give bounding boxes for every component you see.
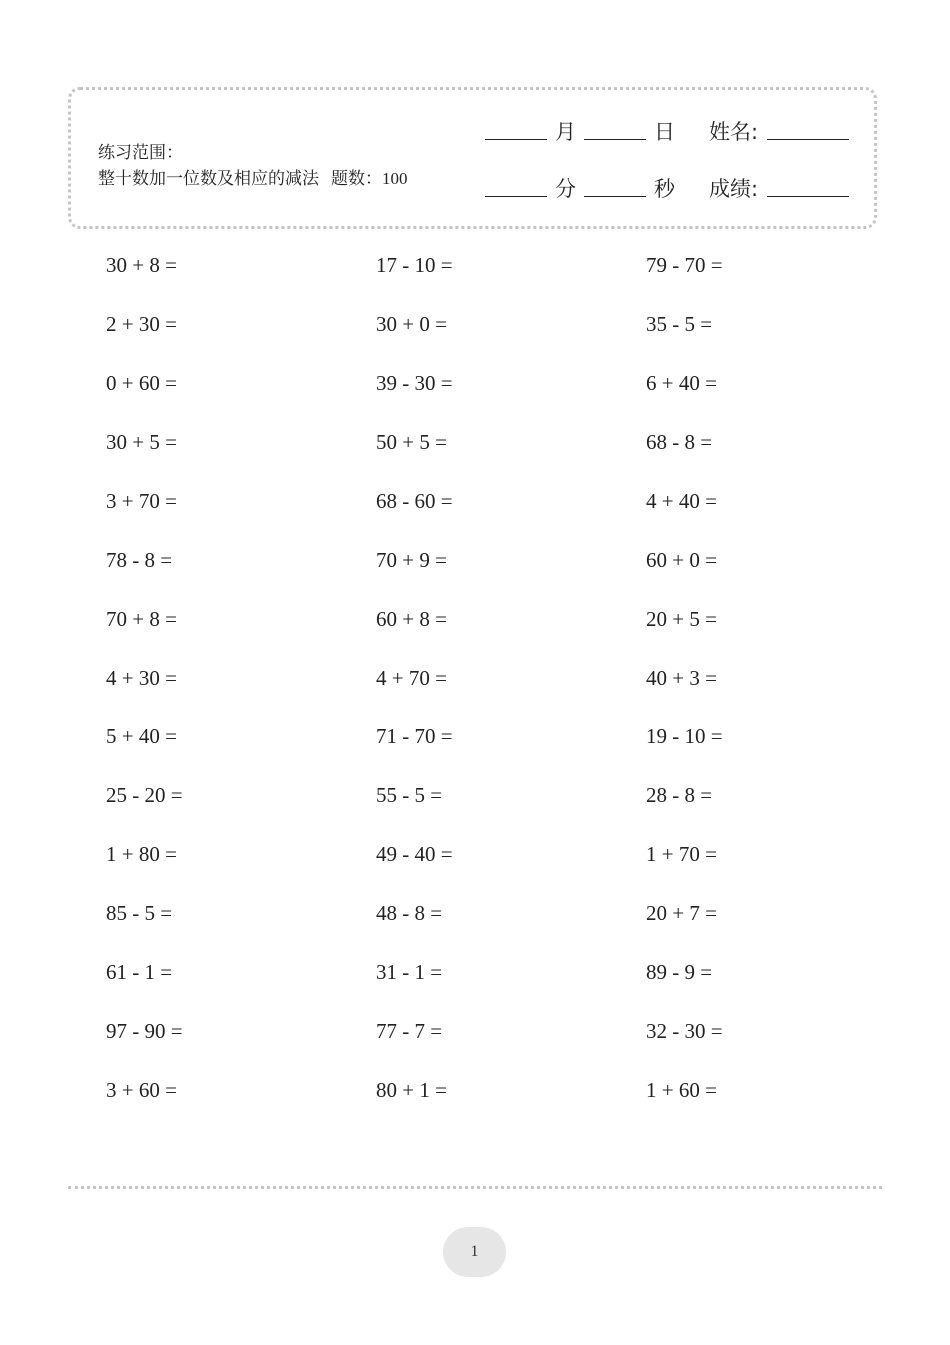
problem-item: 1 + 80 = [106, 842, 177, 866]
problem-item: 78 - 8 = [106, 548, 173, 572]
problem-item: 55 - 5 = [376, 783, 443, 807]
problem-item: 79 - 70 = [646, 253, 723, 277]
question-count-label: 题数： [331, 169, 382, 189]
problem-item: 32 - 30 = [646, 1019, 723, 1043]
problem-item: 1 + 60 = [646, 1078, 717, 1102]
problem-item: 70 + 9 = [376, 548, 447, 572]
problem-item: 40 + 3 = [646, 666, 717, 690]
day-blank[interactable] [584, 139, 646, 140]
problem-item: 61 - 1 = [106, 960, 173, 984]
question-count-value: 100 [382, 169, 408, 188]
name-label: 姓名: [709, 120, 759, 144]
problem-item: 68 - 60 = [376, 489, 453, 513]
day-label: 日 [654, 120, 675, 144]
problem-item: 5 + 40 = [106, 724, 177, 748]
problem-item: 28 - 8 = [646, 783, 713, 807]
problem-item: 39 - 30 = [376, 371, 453, 395]
minute-blank[interactable] [485, 196, 547, 197]
problem-item: 68 - 8 = [646, 430, 713, 454]
problem-item: 70 + 8 = [106, 607, 177, 631]
problem-item: 4 + 40 = [646, 489, 717, 513]
problem-item: 6 + 40 = [646, 371, 717, 395]
problem-item: 3 + 70 = [106, 489, 177, 513]
problem-item: 1 + 70 = [646, 842, 717, 866]
problem-item: 50 + 5 = [376, 430, 447, 454]
practice-range-description [98, 168, 408, 190]
month-label: 月 [555, 120, 576, 144]
problem-item: 31 - 1 = [376, 960, 443, 984]
second-blank[interactable] [584, 196, 646, 197]
problem-item: 71 - 70 = [376, 724, 453, 748]
name-blank[interactable] [767, 139, 849, 140]
problem-item: 85 - 5 = [106, 901, 173, 925]
problem-item: 17 - 10 = [376, 253, 453, 277]
problem-item: 2 + 30 = [106, 312, 177, 336]
practice-range-label: 练习范围： [98, 143, 183, 163]
problem-item: 20 + 7 = [646, 901, 717, 925]
problem-item: 20 + 5 = [646, 607, 717, 631]
problem-item: 48 - 8 = [376, 901, 443, 925]
problem-item: 60 + 0 = [646, 548, 717, 572]
problem-item: 30 + 8 = [106, 253, 177, 277]
problem-item: 77 - 7 = [376, 1019, 443, 1043]
header-info-box [68, 87, 877, 229]
problem-item: 80 + 1 = [376, 1078, 447, 1102]
problem-item: 89 - 9 = [646, 960, 713, 984]
second-label: 秒 [654, 177, 675, 201]
problem-item: 4 + 70 = [376, 666, 447, 690]
problem-item: 97 - 90 = [106, 1019, 183, 1043]
range-topic: 整十数加一位数及相应的减法 [98, 169, 319, 189]
problem-item: 3 + 60 = [106, 1078, 177, 1102]
problem-item: 49 - 40 = [376, 842, 453, 866]
month-blank[interactable] [485, 139, 547, 140]
score-label: 成绩: [709, 177, 759, 201]
page-number-badge [443, 1227, 506, 1277]
problem-item: 35 - 5 = [646, 312, 713, 336]
score-blank[interactable] [767, 196, 849, 197]
page-number: 1 [470, 1243, 479, 1260]
problem-item: 25 - 20 = [106, 783, 183, 807]
problem-item: 60 + 8 = [376, 607, 447, 631]
problem-item: 30 + 5 = [106, 430, 177, 454]
bottom-divider [68, 1186, 882, 1189]
problem-item: 4 + 30 = [106, 666, 177, 690]
minute-label: 分 [555, 177, 576, 201]
problem-item: 0 + 60 = [106, 371, 177, 395]
problem-item: 19 - 10 = [646, 724, 723, 748]
problem-item: 30 + 0 = [376, 312, 447, 336]
